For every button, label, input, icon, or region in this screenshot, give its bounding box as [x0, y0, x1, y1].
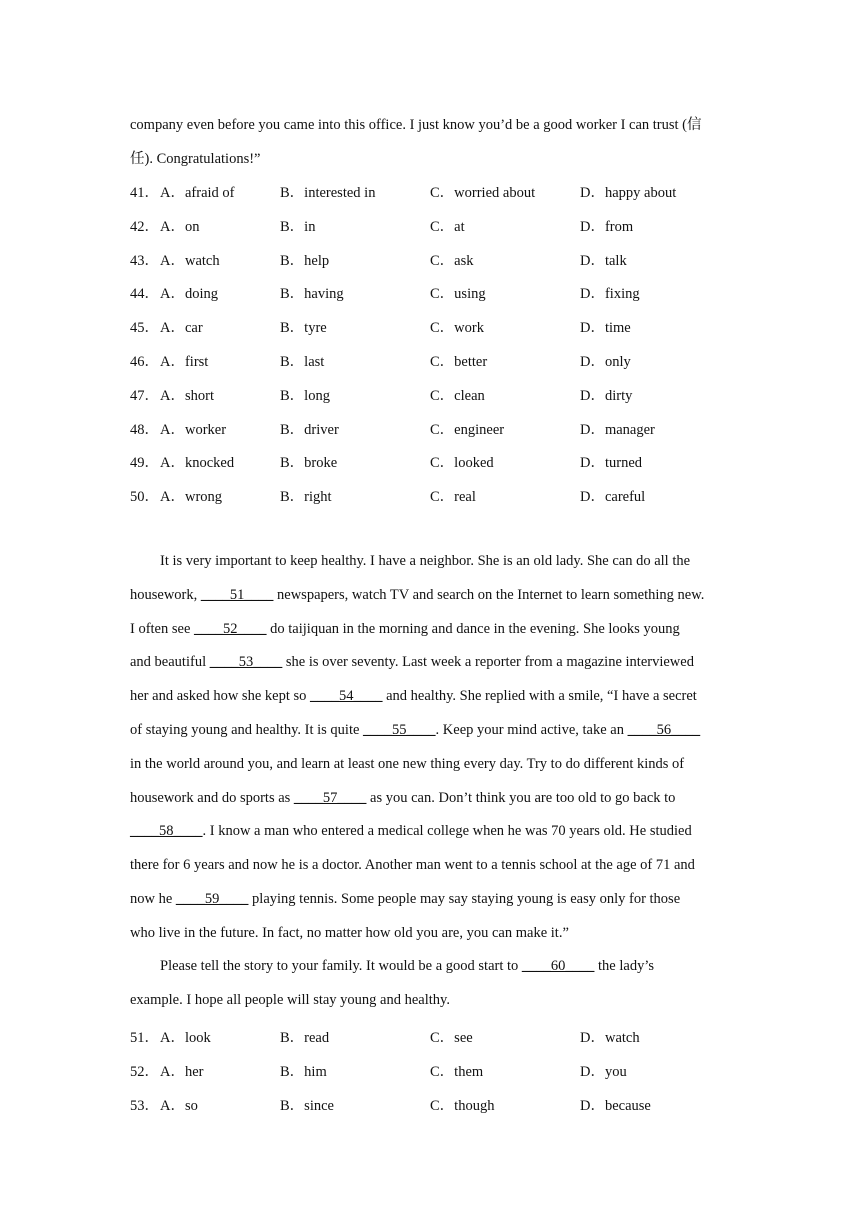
blank: ____58____	[130, 823, 203, 840]
option-b: B．in	[280, 218, 316, 235]
passage-text: who live in the future. In fact, no matter how old you are, you can make it.”	[130, 924, 569, 941]
option-a: A．worker	[160, 421, 227, 438]
passage-text: as you can. Don’t think you are too old to go back to	[366, 789, 676, 806]
question-row	[130, 451, 750, 471]
passage-text: and beautiful	[130, 654, 210, 671]
question-number: 47．	[130, 387, 159, 404]
question-number: 52．	[130, 1063, 159, 1080]
option-c: C．using	[430, 286, 486, 303]
passage-text: and healthy. She replied with a smile, “I have a secret	[382, 688, 697, 705]
passage-text: the lady’s	[594, 958, 655, 974]
option-b: B．read	[280, 1030, 330, 1046]
option-a: A．knocked	[160, 455, 235, 472]
option-a: A．short	[160, 387, 214, 404]
option-c: C．better	[430, 354, 488, 370]
option-c: C．worried about	[430, 185, 536, 201]
question-number: 48．	[130, 421, 159, 438]
question-number: 53．	[130, 1097, 159, 1114]
option-b: B．last	[280, 354, 325, 370]
passage-text: example. I hope all people will stay young and healthy.	[130, 991, 450, 1008]
question-number: 41．	[130, 185, 159, 201]
question-row	[130, 181, 750, 201]
passage-text: . I know a man who entered a medical college when he was 70 years old. He studied	[202, 823, 692, 840]
blank: ____57____	[293, 789, 367, 806]
option-d: D．because	[580, 1097, 651, 1114]
passage-text: she is over seventy. Last week a reporter from a magazine interviewed	[282, 654, 694, 671]
option-c: C．looked	[430, 455, 494, 472]
option-c: C．see	[430, 1030, 473, 1046]
option-b: B．interested in	[280, 185, 376, 201]
passage-text: her and asked how she kept so	[130, 688, 310, 705]
blank: ____59____	[175, 891, 249, 907]
option-d: D．watch	[580, 1030, 640, 1046]
option-b: B．right	[280, 489, 332, 506]
option-b: B．driver	[280, 421, 339, 438]
passage-text: of staying young and healthy. It is quite	[130, 722, 364, 738]
option-a: A．so	[160, 1097, 198, 1114]
option-d: D．from	[580, 218, 634, 235]
option-c: C．real	[430, 489, 476, 506]
option-d: D．manager	[580, 421, 655, 438]
option-b: B．help	[280, 252, 330, 269]
option-d: D．you	[580, 1063, 627, 1080]
passage-text: . Keep your mind active, take an	[435, 722, 628, 738]
passage-line	[130, 587, 704, 604]
passage-line	[130, 688, 697, 705]
question-row	[130, 1060, 750, 1080]
passage-line	[160, 958, 654, 975]
option-b: B．having	[280, 286, 344, 303]
question-number: 44．	[130, 286, 159, 303]
passage-text: newspapers, watch TV and search on the Internet to learn something new.	[273, 586, 705, 603]
passage-text: now he	[130, 891, 176, 907]
question-row	[130, 1094, 750, 1114]
passage-line	[130, 621, 680, 638]
passage-text: in the world around you, and learn at least one new thing every day. Try to do different kinds of	[130, 755, 685, 772]
option-d: D．turned	[580, 455, 643, 472]
question-number: 46．	[130, 354, 159, 370]
option-b: B．since	[280, 1097, 334, 1114]
option-b: B．tyre	[280, 320, 327, 337]
question-row	[130, 282, 750, 302]
blank: ____51____	[200, 586, 274, 603]
question-row	[130, 316, 750, 336]
blank: ____56____	[627, 722, 701, 738]
option-d: D．talk	[580, 252, 627, 269]
blank: ____60____	[521, 958, 595, 974]
passage-text: housework and do sports as	[130, 789, 294, 806]
option-c: C．at	[430, 218, 465, 235]
passage-line	[130, 857, 695, 874]
question-row	[130, 1026, 750, 1046]
blank: ____54____	[310, 688, 383, 705]
blank: ____55____	[363, 722, 436, 738]
intro-line: 任). Congratulations!”	[130, 151, 261, 167]
question-row	[130, 249, 750, 269]
option-a: A．wrong	[160, 489, 223, 506]
option-c: C．work	[430, 320, 484, 337]
passage-text: I often see	[130, 620, 195, 637]
passage-text: do taijiquan in the morning and dance in the evening. She looks young	[266, 620, 680, 637]
question-number: 51．	[130, 1030, 159, 1046]
option-d: D．happy about	[580, 185, 677, 201]
option-b: B．him	[280, 1063, 327, 1080]
option-a: A．doing	[160, 286, 218, 303]
option-d: D．dirty	[580, 387, 633, 404]
option-a: A．afraid of	[160, 185, 235, 201]
passage-text: playing tennis. Some people may say staying young is easy only for those	[248, 891, 681, 907]
passage-line	[130, 790, 675, 807]
option-a: A．first	[160, 354, 209, 370]
option-c: C．engineer	[430, 421, 505, 438]
blank: ____52____	[194, 620, 267, 637]
option-d: D．fixing	[580, 286, 640, 303]
passage-line	[130, 992, 450, 1009]
intro-line: company even before you came into this office. I just know you’d be a good worker I can trust (信	[130, 117, 702, 133]
question-number: 42．	[130, 218, 159, 235]
option-d: D．careful	[580, 489, 646, 506]
passage-line	[130, 756, 684, 773]
option-a: A．on	[160, 218, 200, 235]
option-b: B．broke	[280, 455, 338, 472]
option-c: C．them	[430, 1063, 484, 1080]
question-row	[130, 418, 750, 438]
option-b: B．long	[280, 387, 330, 404]
passage-line	[130, 925, 569, 942]
option-c: C．clean	[430, 387, 485, 404]
passage-text: there for 6 years and now he is a doctor. Another man went to a tennis school at the age of 71 and	[130, 857, 695, 874]
question-number: 45．	[130, 320, 159, 337]
passage-text: It is very important to keep healthy. I have a neighbor. She is an old lady. She can do all the	[160, 553, 691, 569]
question-row	[130, 485, 750, 505]
passage-line	[160, 553, 690, 570]
question-row	[130, 384, 750, 404]
passage-line	[130, 654, 694, 671]
passage-line	[130, 722, 700, 739]
option-a: A．watch	[160, 252, 220, 269]
passage-text: housework,	[130, 586, 201, 603]
question-number: 43．	[130, 252, 159, 269]
option-d: D．only	[580, 354, 631, 370]
question-row	[130, 350, 750, 370]
option-d: D．time	[580, 320, 631, 337]
option-c: C．ask	[430, 252, 474, 269]
option-a: A．look	[160, 1030, 211, 1046]
question-row	[130, 215, 750, 235]
option-a: A．her	[160, 1063, 204, 1080]
blank: ____53____	[209, 654, 283, 671]
passage-text: Please tell the story to your family. It would be a good start to	[160, 958, 522, 974]
question-number: 49．	[130, 455, 159, 472]
passage-line	[130, 891, 680, 908]
passage-line	[130, 823, 692, 840]
question-number: 50．	[130, 489, 159, 506]
option-c: C．though	[430, 1097, 495, 1114]
option-a: A．car	[160, 320, 203, 337]
